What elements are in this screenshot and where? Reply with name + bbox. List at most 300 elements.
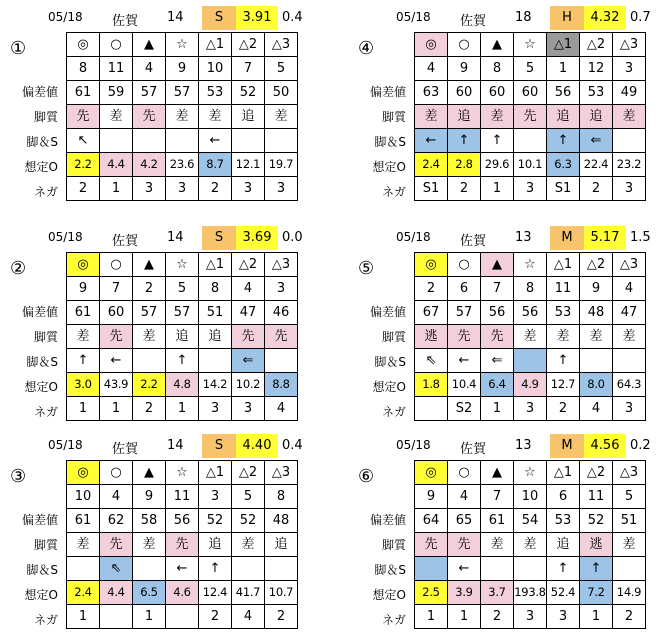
row-labels bbox=[348, 508, 410, 633]
race-track: 佐賀 bbox=[112, 442, 139, 457]
runner-count: 14 bbox=[167, 230, 184, 245]
grid-cell: 7 bbox=[232, 57, 265, 81]
grid-cell: 61 bbox=[67, 81, 100, 105]
grid-cell: 2.4 bbox=[415, 153, 448, 177]
grid-cell: 3.7 bbox=[481, 581, 514, 605]
number-row bbox=[67, 277, 298, 301]
grid-cell: 10.2 bbox=[232, 373, 265, 397]
grid-cell: 追 bbox=[580, 105, 613, 129]
grid-cell bbox=[514, 129, 547, 153]
race-diff: 0.7 bbox=[630, 10, 651, 25]
grid-cell bbox=[265, 349, 298, 373]
deviation-row bbox=[415, 81, 646, 105]
row-label: 脚質 bbox=[33, 330, 58, 344]
race-track: 佐賀 bbox=[460, 14, 487, 29]
row-labels bbox=[0, 80, 62, 205]
deviation-row bbox=[415, 509, 646, 533]
leg-speed-row bbox=[415, 129, 646, 153]
grid-cell: ← bbox=[100, 349, 133, 373]
grid-cell: 2.4 bbox=[67, 581, 100, 605]
runner-count: 18 bbox=[515, 10, 532, 25]
grid-cell: 4 bbox=[265, 397, 298, 421]
grid-cell: 53 bbox=[580, 81, 613, 105]
grid-cell: 先 bbox=[448, 533, 481, 557]
prediction-grid bbox=[414, 460, 646, 629]
grid-cell: 12.1 bbox=[232, 153, 265, 177]
grid-cell bbox=[199, 349, 232, 373]
row-label: 脚＆S bbox=[26, 135, 58, 149]
grid-cell: 差 bbox=[547, 325, 580, 349]
number-row bbox=[67, 485, 298, 509]
grid-cell: 先 bbox=[514, 105, 547, 129]
grid-cell: ☆ bbox=[514, 33, 547, 57]
row-label: 脚質 bbox=[381, 110, 406, 124]
row-label: 想定O bbox=[24, 160, 58, 174]
grid-cell: △2 bbox=[580, 253, 613, 277]
race-score: 4.40 bbox=[236, 434, 278, 458]
race-header bbox=[348, 226, 651, 250]
grid-cell: △1 bbox=[547, 33, 580, 57]
grid-cell: 差 bbox=[415, 105, 448, 129]
row-label: ネガ bbox=[381, 613, 406, 627]
grid-cell: 6.3 bbox=[547, 153, 580, 177]
row-label: 脚＆S bbox=[26, 563, 58, 577]
prediction-grid bbox=[414, 32, 646, 201]
grid-cell: 54 bbox=[514, 509, 547, 533]
grid-cell: 1 bbox=[100, 177, 133, 201]
grid-cell: 3 bbox=[613, 397, 646, 421]
grid-cell: 43.9 bbox=[100, 373, 133, 397]
grid-cell: ○ bbox=[448, 33, 481, 57]
race-track: 佐賀 bbox=[112, 234, 139, 249]
grid-cell: 60 bbox=[481, 81, 514, 105]
grid-cell: ⇖ bbox=[100, 557, 133, 581]
grid-cell: ↑ bbox=[547, 349, 580, 373]
grid-cell: ▲ bbox=[133, 33, 166, 57]
prediction-grid bbox=[66, 32, 298, 201]
grid-cell: 9 bbox=[580, 277, 613, 301]
grid-cell: ⇖ bbox=[415, 349, 448, 373]
grid-cell bbox=[613, 349, 646, 373]
grid-cell: 46 bbox=[265, 301, 298, 325]
runner-count: 13 bbox=[515, 230, 532, 245]
grid-cell: 8.0 bbox=[580, 373, 613, 397]
grid-cell bbox=[514, 557, 547, 581]
grid-cell bbox=[265, 129, 298, 153]
style-row bbox=[415, 533, 646, 557]
grid-cell: △1 bbox=[199, 253, 232, 277]
style-row bbox=[415, 105, 646, 129]
grid-cell: 29.6 bbox=[481, 153, 514, 177]
grid-cell: 3 bbox=[514, 177, 547, 201]
grid-cell: 4.9 bbox=[514, 373, 547, 397]
grid-cell: 1 bbox=[133, 605, 166, 629]
leg-speed-row bbox=[415, 557, 646, 581]
race-diff: 0.4 bbox=[282, 10, 303, 25]
mark-row bbox=[67, 253, 298, 277]
grid-cell: 4 bbox=[232, 605, 265, 629]
race-grade: M bbox=[550, 226, 584, 250]
race-header bbox=[348, 6, 651, 30]
race-track: 佐賀 bbox=[460, 442, 487, 457]
grid-cell: ▲ bbox=[481, 253, 514, 277]
grid-cell: S1 bbox=[415, 177, 448, 201]
grid-cell: 48 bbox=[580, 301, 613, 325]
race-block bbox=[348, 6, 651, 212]
grid-cell: ◎ bbox=[67, 461, 100, 485]
grid-cell: 2 bbox=[199, 177, 232, 201]
race-score: 3.69 bbox=[236, 226, 278, 250]
row-label: 偏差値 bbox=[21, 85, 58, 99]
grid-cell: △2 bbox=[580, 461, 613, 485]
grid-cell: 6.4 bbox=[481, 373, 514, 397]
grid-cell: 5 bbox=[514, 57, 547, 81]
race-score: 5.17 bbox=[584, 226, 626, 250]
grid-cell: 47 bbox=[232, 301, 265, 325]
grid-cell: ↑ bbox=[481, 129, 514, 153]
style-row bbox=[67, 325, 298, 349]
grid-cell: 1 bbox=[100, 397, 133, 421]
grid-cell: 4.4 bbox=[100, 581, 133, 605]
race-block bbox=[0, 226, 303, 432]
grid-cell: 1 bbox=[481, 397, 514, 421]
grid-cell: 23.6 bbox=[166, 153, 199, 177]
mark-row bbox=[415, 33, 646, 57]
grid-cell: ← bbox=[448, 557, 481, 581]
grid-cell: 52.4 bbox=[547, 581, 580, 605]
race-grade: S bbox=[202, 434, 236, 458]
grid-cell: 3 bbox=[199, 485, 232, 509]
grid-cell: 67 bbox=[415, 301, 448, 325]
grid-cell: ☆ bbox=[166, 253, 199, 277]
grid-cell: ○ bbox=[100, 253, 133, 277]
prediction-grid bbox=[66, 460, 298, 629]
grid-cell: 4 bbox=[580, 397, 613, 421]
grid-cell: 10 bbox=[514, 485, 547, 509]
number-row bbox=[67, 57, 298, 81]
grid-cell: 先 bbox=[100, 325, 133, 349]
grid-cell: △2 bbox=[580, 33, 613, 57]
grid-cell bbox=[166, 605, 199, 629]
grid-cell: 52 bbox=[232, 81, 265, 105]
number-row bbox=[415, 485, 646, 509]
grid-cell: 1 bbox=[547, 57, 580, 81]
grid-cell: ☆ bbox=[514, 253, 547, 277]
grid-cell: 差 bbox=[613, 325, 646, 349]
grid-cell: 差 bbox=[580, 325, 613, 349]
grid-cell: 3 bbox=[547, 605, 580, 629]
grid-cell: 差 bbox=[514, 533, 547, 557]
grid-cell: ← bbox=[448, 349, 481, 373]
grid-cell: S2 bbox=[448, 397, 481, 421]
grid-cell: 差 bbox=[613, 533, 646, 557]
grid-cell: △3 bbox=[265, 461, 298, 485]
prediction-grid bbox=[66, 252, 298, 421]
deviation-row bbox=[67, 301, 298, 325]
grid-cell: 2 bbox=[415, 277, 448, 301]
row-label: 偏差値 bbox=[21, 513, 58, 527]
grid-cell: 56 bbox=[481, 301, 514, 325]
grid-cell bbox=[232, 557, 265, 581]
grid-cell bbox=[133, 557, 166, 581]
negative-row bbox=[67, 397, 298, 421]
grid-cell bbox=[580, 349, 613, 373]
grid-cell: 7.2 bbox=[580, 581, 613, 605]
mark-row bbox=[415, 253, 646, 277]
mark-row bbox=[67, 461, 298, 485]
negative-row bbox=[415, 177, 646, 201]
runner-count: 14 bbox=[167, 438, 184, 453]
grid-cell: 22.4 bbox=[580, 153, 613, 177]
row-labels bbox=[0, 300, 62, 425]
race-date: 05/18 bbox=[396, 10, 431, 24]
grid-cell: 64 bbox=[415, 509, 448, 533]
grid-cell: 57 bbox=[133, 81, 166, 105]
grid-cell: 4 bbox=[100, 485, 133, 509]
row-label: 脚＆S bbox=[26, 355, 58, 369]
grid-cell: ☆ bbox=[166, 33, 199, 57]
race-date: 05/18 bbox=[48, 438, 83, 452]
row-label: 想定O bbox=[372, 160, 406, 174]
grid-cell: 12.7 bbox=[547, 373, 580, 397]
race-date: 05/18 bbox=[48, 10, 83, 24]
grid-cell: ▲ bbox=[481, 461, 514, 485]
grid-cell: 60 bbox=[514, 81, 547, 105]
grid-cell: 8.8 bbox=[265, 373, 298, 397]
grid-cell bbox=[265, 557, 298, 581]
grid-cell: 49 bbox=[613, 81, 646, 105]
row-label: 想定O bbox=[24, 588, 58, 602]
grid-cell: 53 bbox=[547, 301, 580, 325]
grid-cell: 14.9 bbox=[613, 581, 646, 605]
grid-cell bbox=[514, 349, 547, 373]
grid-cell: 57 bbox=[166, 301, 199, 325]
row-labels bbox=[348, 80, 410, 205]
grid-cell bbox=[133, 349, 166, 373]
grid-cell: 先 bbox=[481, 325, 514, 349]
race-grade: H bbox=[550, 6, 584, 30]
number-row bbox=[415, 57, 646, 81]
grid-cell bbox=[415, 557, 448, 581]
row-label: 想定O bbox=[372, 380, 406, 394]
grid-cell: 先 bbox=[166, 533, 199, 557]
grid-cell: 1 bbox=[67, 397, 100, 421]
grid-cell: 1 bbox=[166, 397, 199, 421]
grid-cell: 1 bbox=[481, 177, 514, 201]
race-block bbox=[348, 226, 651, 432]
number-row bbox=[415, 277, 646, 301]
grid-cell: 差 bbox=[199, 105, 232, 129]
grid-cell: 2 bbox=[67, 177, 100, 201]
negative-row bbox=[67, 177, 298, 201]
grid-cell: 先 bbox=[232, 325, 265, 349]
race-grade: S bbox=[202, 226, 236, 250]
grid-cell: 9 bbox=[166, 57, 199, 81]
grid-cell: 3 bbox=[514, 397, 547, 421]
grid-cell: △1 bbox=[547, 253, 580, 277]
grid-cell: ▲ bbox=[481, 33, 514, 57]
row-label: 脚質 bbox=[381, 330, 406, 344]
style-row bbox=[415, 325, 646, 349]
grid-cell: 追 bbox=[199, 325, 232, 349]
negative-row bbox=[415, 605, 646, 629]
grid-cell: 先 bbox=[265, 325, 298, 349]
grid-cell: 3 bbox=[166, 177, 199, 201]
grid-cell bbox=[67, 557, 100, 581]
grid-cell: 差 bbox=[613, 105, 646, 129]
grid-cell: 先 bbox=[133, 105, 166, 129]
grid-cell: 3 bbox=[613, 177, 646, 201]
grid-cell: 8 bbox=[514, 277, 547, 301]
grid-cell: 3 bbox=[232, 177, 265, 201]
row-label: 脚質 bbox=[33, 110, 58, 124]
race-block bbox=[0, 6, 303, 212]
grid-cell: 4 bbox=[613, 277, 646, 301]
grid-cell: 2 bbox=[448, 177, 481, 201]
grid-cell: 60 bbox=[448, 81, 481, 105]
grid-cell: 8 bbox=[265, 485, 298, 509]
grid-cell: ↖ bbox=[67, 129, 100, 153]
grid-cell: 4 bbox=[415, 57, 448, 81]
grid-cell: 差 bbox=[166, 105, 199, 129]
grid-cell: 5 bbox=[265, 57, 298, 81]
row-label: ネガ bbox=[381, 185, 406, 199]
grid-cell: 53 bbox=[547, 509, 580, 533]
grid-cell: 3.0 bbox=[67, 373, 100, 397]
grid-cell: △2 bbox=[232, 253, 265, 277]
grid-cell bbox=[481, 557, 514, 581]
grid-cell: 2 bbox=[199, 605, 232, 629]
row-label: 脚＆S bbox=[374, 355, 406, 369]
runner-count: 14 bbox=[167, 10, 184, 25]
grid-cell: 12 bbox=[580, 57, 613, 81]
grid-cell: 3 bbox=[613, 57, 646, 81]
row-label: 想定O bbox=[24, 380, 58, 394]
grid-cell: 4 bbox=[232, 277, 265, 301]
grid-cell: 3 bbox=[133, 177, 166, 201]
grid-cell: 差 bbox=[265, 105, 298, 129]
grid-cell: 10 bbox=[199, 57, 232, 81]
odds-row bbox=[415, 153, 646, 177]
grid-cell: 61 bbox=[481, 509, 514, 533]
deviation-row bbox=[415, 301, 646, 325]
race-grade: S bbox=[202, 6, 236, 30]
row-label: ネガ bbox=[381, 405, 406, 419]
grid-cell: 7 bbox=[481, 485, 514, 509]
leg-speed-row bbox=[67, 557, 298, 581]
grid-cell: 2.8 bbox=[448, 153, 481, 177]
grid-cell: △1 bbox=[199, 461, 232, 485]
grid-cell: ○ bbox=[448, 253, 481, 277]
grid-cell: 57 bbox=[448, 301, 481, 325]
grid-cell: 10.4 bbox=[448, 373, 481, 397]
row-label: 偏差値 bbox=[369, 513, 406, 527]
grid-cell: ☆ bbox=[166, 461, 199, 485]
odds-row bbox=[415, 373, 646, 397]
grid-cell: 1 bbox=[580, 605, 613, 629]
grid-cell: 追 bbox=[547, 105, 580, 129]
grid-cell: 2.2 bbox=[133, 373, 166, 397]
race-score: 3.91 bbox=[236, 6, 278, 30]
grid-cell: 1.8 bbox=[415, 373, 448, 397]
race-block bbox=[348, 434, 651, 640]
grid-cell: ◎ bbox=[415, 33, 448, 57]
grid-cell: △3 bbox=[265, 33, 298, 57]
race-track: 佐賀 bbox=[460, 234, 487, 249]
grid-cell: 59 bbox=[100, 81, 133, 105]
grid-cell: 61 bbox=[67, 301, 100, 325]
grid-cell: 差 bbox=[67, 325, 100, 349]
grid-cell: 差 bbox=[514, 325, 547, 349]
grid-cell: 6.5 bbox=[133, 581, 166, 605]
grid-cell: 3 bbox=[232, 397, 265, 421]
grid-cell: 61 bbox=[67, 509, 100, 533]
grid-cell: ◎ bbox=[67, 33, 100, 57]
grid-cell: 2 bbox=[133, 277, 166, 301]
grid-cell: 9 bbox=[133, 485, 166, 509]
grid-cell: △1 bbox=[199, 33, 232, 57]
grid-cell: ← bbox=[166, 557, 199, 581]
grid-cell: 56 bbox=[166, 509, 199, 533]
grid-cell: 7 bbox=[100, 277, 133, 301]
grid-cell: ◎ bbox=[415, 461, 448, 485]
grid-cell: ↑ bbox=[547, 129, 580, 153]
grid-cell: ← bbox=[415, 129, 448, 153]
grid-cell: 9 bbox=[67, 277, 100, 301]
grid-cell: 先 bbox=[100, 533, 133, 557]
grid-cell: 4 bbox=[448, 485, 481, 509]
grid-cell: ☆ bbox=[514, 461, 547, 485]
odds-row bbox=[67, 153, 298, 177]
grid-cell: 50 bbox=[265, 81, 298, 105]
row-labels bbox=[0, 508, 62, 633]
grid-cell: 4 bbox=[133, 57, 166, 81]
grid-cell: 先 bbox=[415, 533, 448, 557]
grid-cell bbox=[415, 397, 448, 421]
grid-cell: 19.7 bbox=[265, 153, 298, 177]
grid-cell: 差 bbox=[481, 105, 514, 129]
grid-cell: 8 bbox=[481, 57, 514, 81]
grid-cell: △3 bbox=[613, 461, 646, 485]
grid-cell: 56 bbox=[514, 301, 547, 325]
leg-speed-row bbox=[67, 349, 298, 373]
grid-cell: 5 bbox=[232, 485, 265, 509]
race-block bbox=[0, 434, 303, 640]
grid-cell: 9 bbox=[448, 57, 481, 81]
grid-cell: 2.2 bbox=[67, 153, 100, 177]
grid-cell: 9 bbox=[415, 485, 448, 509]
style-row bbox=[67, 533, 298, 557]
grid-cell bbox=[613, 557, 646, 581]
grid-cell: 2 bbox=[133, 397, 166, 421]
race-number: ② bbox=[10, 258, 27, 279]
race-number: ③ bbox=[10, 466, 27, 487]
grid-cell: 52 bbox=[232, 509, 265, 533]
row-label: 脚＆S bbox=[374, 135, 406, 149]
race-date: 05/18 bbox=[396, 438, 431, 452]
grid-cell: 10.7 bbox=[265, 581, 298, 605]
row-label: 脚質 bbox=[33, 538, 58, 552]
grid-cell: 4.2 bbox=[133, 153, 166, 177]
grid-cell: S1 bbox=[547, 177, 580, 201]
grid-cell: 53 bbox=[199, 81, 232, 105]
grid-cell: 52 bbox=[199, 509, 232, 533]
row-label: 想定O bbox=[372, 588, 406, 602]
leg-speed-row bbox=[415, 349, 646, 373]
grid-cell: 追 bbox=[547, 533, 580, 557]
grid-cell: 14.2 bbox=[199, 373, 232, 397]
race-number: ⑤ bbox=[358, 258, 375, 279]
